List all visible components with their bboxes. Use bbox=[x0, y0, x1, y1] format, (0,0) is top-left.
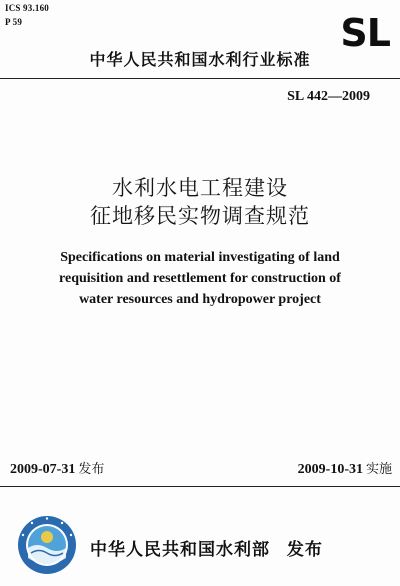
footer-divider bbox=[0, 486, 400, 487]
issue-date-value: 2009-07-31 bbox=[10, 462, 76, 477]
title-en-line-3: water resources and hydropower project bbox=[79, 292, 321, 307]
industry-standard-heading: 中华人民共和国水利行业标准 bbox=[89, 50, 311, 69]
effective-label: 实施 bbox=[365, 462, 392, 477]
sl-logo: SL bbox=[340, 11, 390, 55]
title-cn-line-2: 征地移民实物调查规范 bbox=[90, 204, 310, 228]
publish-label: 发布 bbox=[286, 540, 323, 560]
title-en bbox=[0, 247, 400, 310]
issue-date bbox=[10, 462, 104, 478]
issue-label: 发布 bbox=[78, 462, 105, 477]
effective-date-value: 2009-10-31 bbox=[297, 462, 363, 477]
title-en-line-2: requisition and resettlement for construction of bbox=[59, 271, 341, 286]
title-en-line-1: Specifications on material investigating of land bbox=[60, 250, 340, 265]
publisher-name: 中华人民共和国水利部 bbox=[90, 540, 270, 560]
publisher bbox=[90, 540, 323, 560]
ics-code: ICS 93.160 bbox=[5, 3, 50, 13]
standard-code: SL 442—2009 bbox=[287, 89, 370, 104]
category-code: P 59 bbox=[5, 17, 23, 27]
title-cn-line-1: 水利水电工程建设 bbox=[112, 176, 288, 200]
ministry-emblem bbox=[17, 515, 77, 575]
header-divider bbox=[0, 78, 400, 79]
effective-date bbox=[298, 462, 392, 478]
